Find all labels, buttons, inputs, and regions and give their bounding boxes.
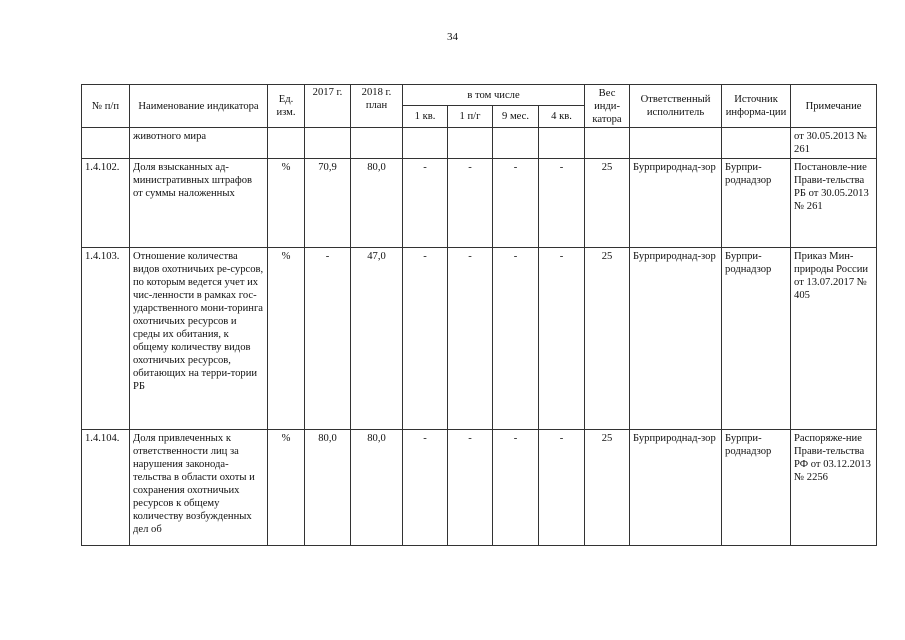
header-h1: 1 п/г xyxy=(448,106,493,128)
cell-q4 xyxy=(539,128,585,159)
cell-q1 xyxy=(403,128,448,159)
cell-name: животного мира xyxy=(130,128,268,159)
cell-num: 1.4.103. xyxy=(82,248,130,430)
header-9m: 9 мес. xyxy=(493,106,539,128)
cell-q4: - xyxy=(539,430,585,546)
cell-2018: 80,0 xyxy=(351,159,403,248)
cell-q4: - xyxy=(539,159,585,248)
page-number: 34 xyxy=(447,31,458,43)
cell-source: Бурпри-роднадзор xyxy=(722,248,791,430)
cell-name: Доля взысканных ад-министративных штрафов от суммы наложенных xyxy=(130,159,268,248)
cell-weight: 25 xyxy=(585,248,630,430)
cell-note: от 30.05.2013 № 261 xyxy=(791,128,877,159)
cell-2017: 80,0 xyxy=(305,430,351,546)
cell-h1 xyxy=(448,128,493,159)
cell-responsible: Бурприроднад-зор xyxy=(630,159,722,248)
cell-responsible xyxy=(630,128,722,159)
indicators-table xyxy=(81,84,877,546)
cell-h1: - xyxy=(448,248,493,430)
header-including: в том числе xyxy=(403,85,585,106)
header-2017: 2017 г. xyxy=(305,85,351,128)
cell-num: 1.4.102. xyxy=(82,159,130,248)
cell-9m xyxy=(493,128,539,159)
cell-source xyxy=(722,128,791,159)
cell-responsible: Бурприроднад-зор xyxy=(630,248,722,430)
header-2018: 2018 г. план xyxy=(351,85,403,128)
cell-num: 1.4.104. xyxy=(82,430,130,546)
cell-unit xyxy=(268,128,305,159)
cell-2018 xyxy=(351,128,403,159)
header-num: № п/п xyxy=(82,85,130,128)
cell-note: Приказ Мин-природы России от 13.07.2017 № 405 xyxy=(791,248,877,430)
header-weight: Вес инди-катора xyxy=(585,85,630,128)
cell-2017: 70,9 xyxy=(305,159,351,248)
cell-q1: - xyxy=(403,248,448,430)
cell-num xyxy=(82,128,130,159)
cell-weight xyxy=(585,128,630,159)
cell-q1: - xyxy=(403,159,448,248)
cell-9m: - xyxy=(493,248,539,430)
cell-unit: % xyxy=(268,430,305,546)
cell-name: Отношение количества видов охотничьих ре-сурсов, по которым ведется учет их чис-ленности в рамках гос-ударственного мони-торинга охотничьих ресурсов и среды их обитания, к общему количеству видов охотничьих ресурсов, обитающих на терри-тории РБ xyxy=(130,248,268,430)
cell-h1: - xyxy=(448,430,493,546)
cell-unit: % xyxy=(268,248,305,430)
header-note: Примечание xyxy=(791,85,877,128)
header-source: Источник информа-ции xyxy=(722,85,791,128)
table-row xyxy=(82,248,877,430)
cell-9m: - xyxy=(493,159,539,248)
cell-source: Бурпри-роднадзор xyxy=(722,430,791,546)
cell-h1: - xyxy=(448,159,493,248)
table-header xyxy=(82,85,877,128)
header-name: Наименование индикатора xyxy=(130,85,268,128)
header-unit: Ед. изм. xyxy=(268,85,305,128)
cell-2018: 80,0 xyxy=(351,430,403,546)
cell-q1: - xyxy=(403,430,448,546)
header-q4: 4 кв. xyxy=(539,106,585,128)
cell-note: Постановле-ние Прави-тельства РБ от 30.05.2013 № 261 xyxy=(791,159,877,248)
cell-2017 xyxy=(305,128,351,159)
header-responsible: Ответственный исполнитель xyxy=(630,85,722,128)
table-row xyxy=(82,159,877,248)
table-row xyxy=(82,128,877,159)
cell-2018: 47,0 xyxy=(351,248,403,430)
cell-2017: - xyxy=(305,248,351,430)
cell-responsible: Бурприроднад-зор xyxy=(630,430,722,546)
cell-name: Доля привлеченных к ответственности лиц за нарушения законода-тельства в области охоты и сохранения охотничьих ресурсов к общему количеству возбужденных дел об xyxy=(130,430,268,546)
header-q1: 1 кв. xyxy=(403,106,448,128)
cell-weight: 25 xyxy=(585,159,630,248)
table-row xyxy=(82,430,877,546)
cell-weight: 25 xyxy=(585,430,630,546)
cell-q4: - xyxy=(539,248,585,430)
cell-source: Бурпри-роднадзор xyxy=(722,159,791,248)
cell-9m: - xyxy=(493,430,539,546)
cell-unit: % xyxy=(268,159,305,248)
cell-note: Распоряже-ние Прави-тельства РФ от 03.12.2013 № 2256 xyxy=(791,430,877,546)
